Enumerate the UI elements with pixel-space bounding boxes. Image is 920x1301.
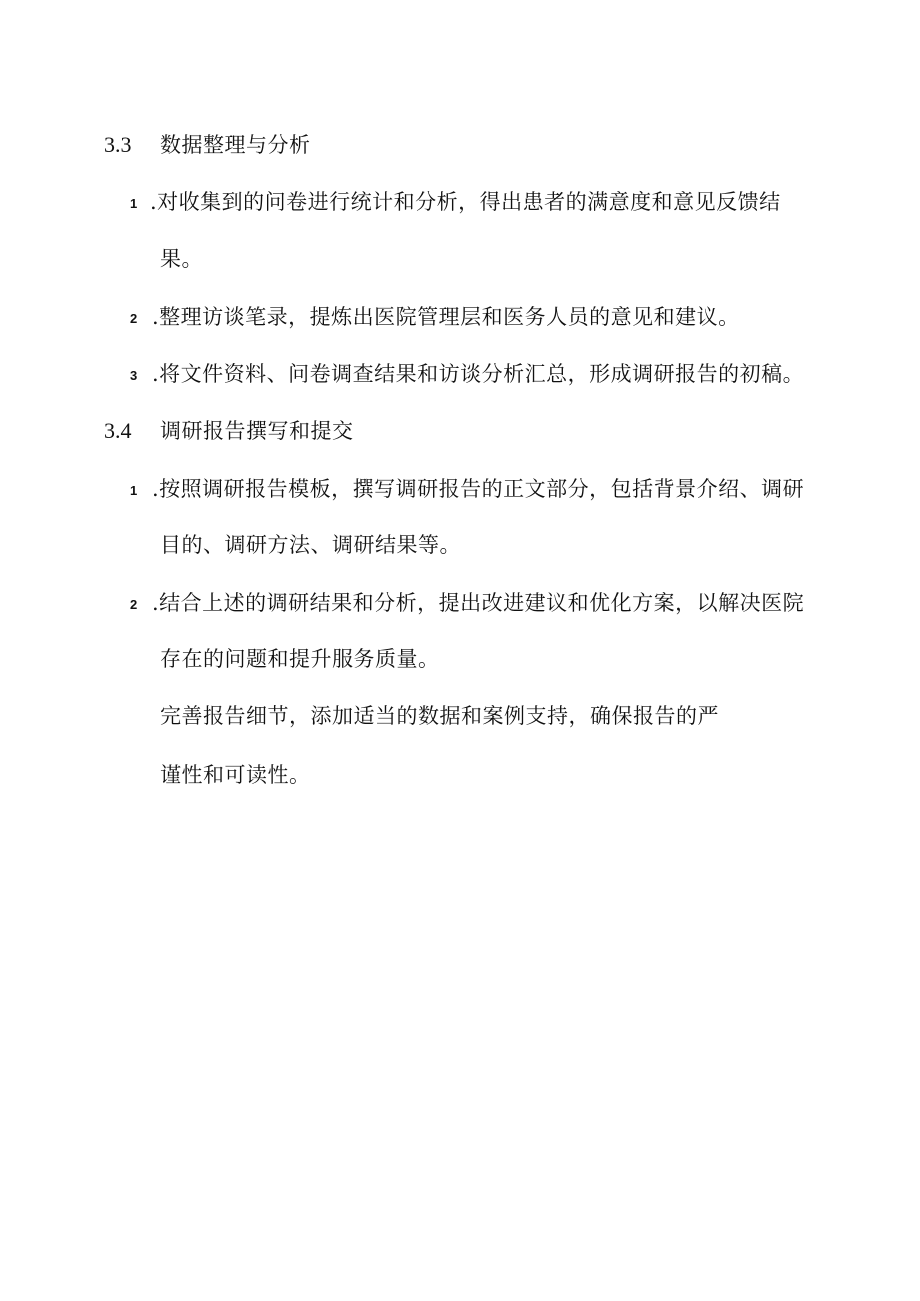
item-number: 1 bbox=[130, 483, 138, 498]
section-title: 数据整理与分析 bbox=[160, 133, 311, 157]
item-text-continued: 目的、调研方法、调研结果等。 bbox=[160, 533, 461, 557]
item-number: 2 bbox=[130, 597, 138, 612]
item-text: .整理访谈笔录，提炼出医院管理层和医务人员的意见和建议。 bbox=[152, 305, 740, 329]
section-number: 3.3 bbox=[104, 132, 132, 157]
item-text-continued: 存在的问题和提升服务质量。 bbox=[160, 647, 440, 671]
section-number: 3.4 bbox=[104, 418, 132, 443]
item-number: 1 bbox=[130, 196, 138, 211]
paragraph-text: 完善报告细节，添加适当的数据和案例支持，确保报告的严 bbox=[160, 704, 719, 728]
item-text: .按照调研报告模板，撰写调研报告的正文部分，包括背景介绍、调研 bbox=[152, 477, 805, 501]
item-text: .结合上述的调研结果和分析，提出改进建议和优化方案，以解决医院 bbox=[152, 591, 805, 615]
item-text: .将文件资料、问卷调查结果和访谈分析汇总，形成调研报告的初稿。 bbox=[152, 362, 805, 386]
item-text: .对收集到的问卷进行统计和分析，得出患者的满意度和意见反馈结 bbox=[150, 190, 781, 214]
item-number: 2 bbox=[130, 311, 138, 326]
item-number: 3 bbox=[130, 368, 138, 383]
section-title: 调研报告撰写和提交 bbox=[160, 419, 354, 443]
paragraph-text-continued: 谨性和可读性。 bbox=[160, 763, 311, 787]
item-text-continued: 果。 bbox=[160, 247, 203, 271]
